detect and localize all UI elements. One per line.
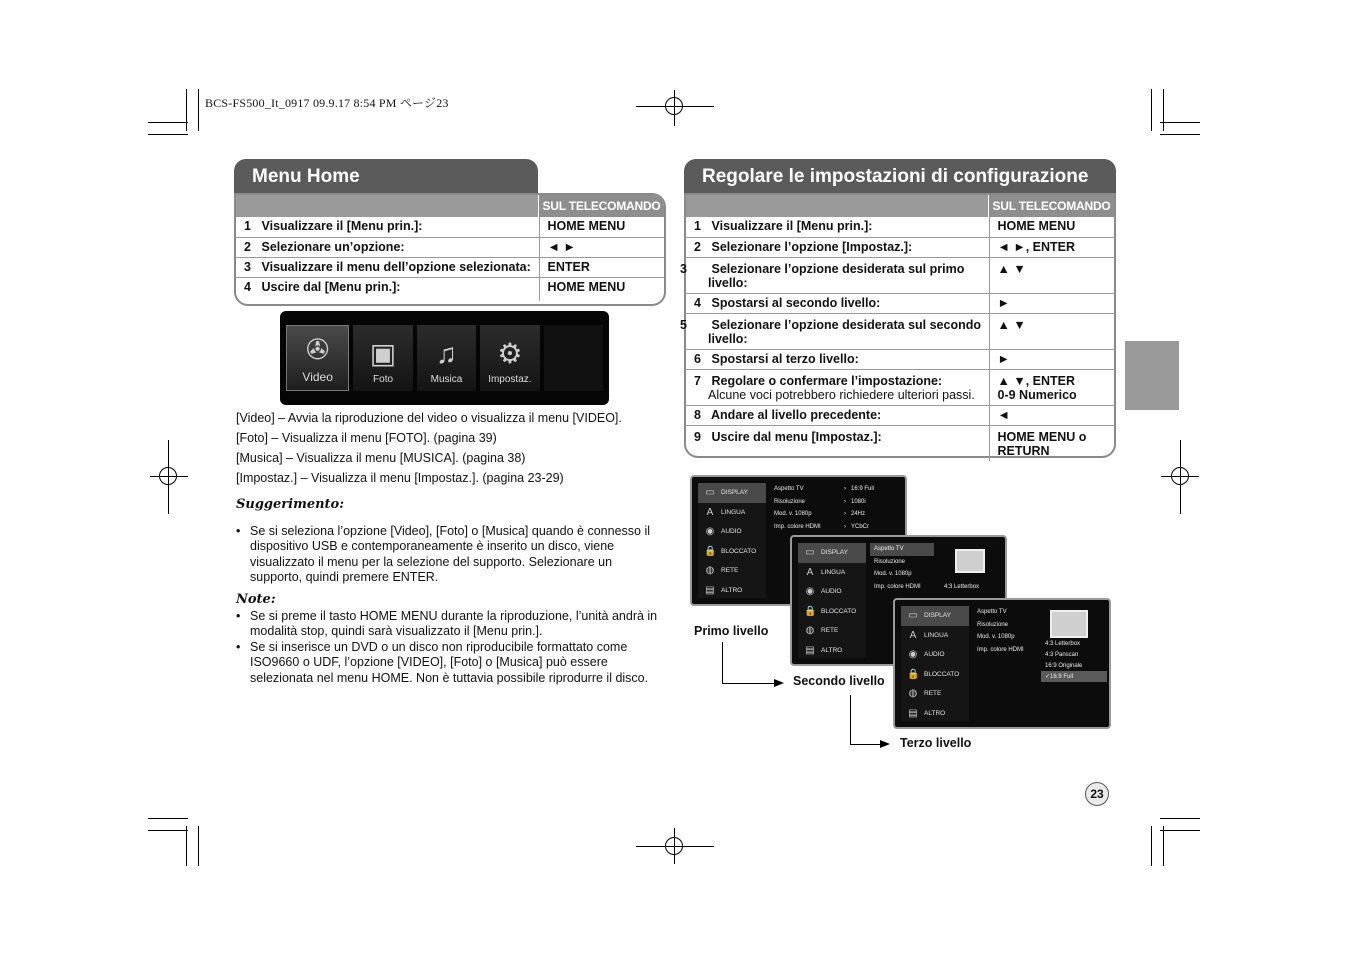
note-bullet: • Se si inserisce un DVD o un disco non riproducibile formattato come ISO9660 o UDF, l’opzione [VIDEO], [Foto] o [Musica] può essere selezionata nel menu HOME. Non è tuttavia possibile riprodurre il disco.: [236, 640, 666, 686]
option-item: Aspetto TV: [870, 543, 934, 556]
remote-column-header: SUL TELECOMANDO: [539, 195, 664, 217]
lock-icon: 🔒: [804, 605, 817, 617]
remote-button: ▲ ▼, ENTER: [997, 373, 1076, 388]
sidebar-item-altro: ▤ ALTRO: [805, 644, 843, 656]
table-row: [686, 313, 1114, 349]
language-icon: A: [909, 629, 917, 641]
values-column: [840, 483, 900, 533]
chapter-tab: [1125, 341, 1179, 410]
tip-heading: Suggerimento:: [236, 497, 345, 512]
remote-button-secondary: 0-9 Numerico: [997, 387, 1077, 402]
section-title: Menu Home: [252, 166, 360, 187]
home-item-foto: [353, 325, 412, 391]
remote-button: ►: [989, 293, 1114, 313]
section-title: Regolare le impostazioni di configurazione: [702, 166, 1089, 187]
step-text: Selezionare l’opzione [Impostaz.]:: [711, 239, 913, 254]
connector-line: [722, 642, 723, 683]
menu-home-steps-table: [236, 217, 664, 301]
aspect-choice: 4:3 Letterbox: [944, 584, 980, 591]
step-number: 8: [694, 407, 701, 422]
step-number: 3: [244, 259, 251, 274]
sidebar-item-rete: ◍ RETE: [908, 688, 942, 700]
remote-button: ◄ ►: [539, 237, 664, 257]
connector-line: [722, 683, 774, 684]
network-icon: ◍: [705, 565, 715, 577]
setup-sidebar: [698, 483, 766, 598]
option-item: Mod. v. 1080p: [977, 634, 1015, 641]
remote-button: ◄: [989, 405, 1114, 425]
print-header: BCS-FS500_It_0917 09.9.17 8:54 PM ページ23: [205, 96, 449, 110]
sidebar-item-altro: ▤ ALTRO: [705, 584, 743, 596]
table-row: [236, 237, 664, 257]
sidebar-item-lingua: A LINGUA: [698, 503, 766, 523]
option-item: Aspetto TV: [977, 609, 1007, 616]
option-item: Imp. colore HDMI: [977, 646, 1024, 653]
sidebar-item-display: ▭ DISPLAY: [698, 483, 766, 503]
arrow-right-icon: [774, 679, 784, 687]
step-number: 1: [694, 219, 701, 233]
other-icon: ▤: [705, 584, 715, 596]
table-row: [236, 277, 664, 301]
lock-icon: 🔒: [704, 545, 717, 557]
step-text: Uscire dal menu [Impostaz.]:: [711, 429, 882, 444]
note-bullet: • Se si preme il tasto HOME MENU durante la riproduzione, l’unità andrà in modalità stop, quindi sarà visualizzato il [Menu prin.].: [236, 609, 666, 640]
page-number: 23: [1085, 782, 1109, 806]
step-number: 4: [694, 295, 701, 310]
step-text: Selezionare l’opzione desiderata sul primo livello:: [708, 261, 965, 290]
connector-line: [850, 744, 880, 745]
music-note-icon: ♫: [435, 338, 457, 369]
home-item-label: Foto: [373, 374, 394, 385]
step-number: 2: [244, 239, 251, 254]
level-label-third: Terzo livello: [900, 736, 972, 750]
description-impostaz: [Impostaz.] – Visualizza il menu [Impostaz.]. (pagina 23-29): [236, 471, 564, 485]
sidebar-item-audio: ◉ AUDIO: [805, 586, 842, 598]
language-icon: A: [806, 566, 814, 578]
aspect-choice: 4:3 Panscan: [1045, 651, 1079, 658]
remote-button: HOME MENU: [539, 217, 664, 237]
remote-button: ENTER: [539, 257, 664, 277]
display-icon: ▭: [908, 610, 918, 622]
aspect-choices: [940, 581, 1002, 594]
setup-sidebar: [798, 543, 866, 658]
sidebar-item-audio: ◉ AUDIO: [705, 526, 742, 538]
step-number: 7: [694, 373, 701, 388]
setup-steps-table: [680, 217, 1114, 461]
description-musica: [Musica] – Visualizza il menu [MUSICA]. (pagina 38): [236, 451, 526, 465]
audio-icon: ◉: [908, 649, 918, 661]
table-row: [686, 237, 1114, 257]
connector-line: [850, 695, 851, 744]
level-label-first: Primo livello: [694, 624, 769, 638]
audio-icon: ◉: [805, 586, 815, 598]
option-item: Imp. colore HDMI: [874, 583, 921, 590]
sidebar-item-lingua: A LINGUA: [798, 563, 866, 583]
step-number: 1: [244, 219, 251, 233]
step-text: Visualizzare il [Menu prin.]:: [261, 219, 423, 233]
table-row: [686, 217, 1114, 237]
aspect-choice: 4:3 Letterbox: [1045, 640, 1081, 647]
menu-home-title-tab: [234, 159, 538, 195]
sidebar-item-bloccato: 🔒 BLOCCATO: [907, 668, 960, 680]
option-item: Risoluzione: [874, 558, 906, 565]
home-item-video: [286, 325, 349, 391]
display-icon: ▭: [705, 487, 715, 499]
step-text: Visualizzare il [Menu prin.]:: [711, 219, 873, 233]
table-row: [686, 257, 1114, 293]
home-item-musica: [417, 325, 476, 391]
remote-column-header: SUL TELECOMANDO: [989, 195, 1114, 217]
sidebar-item-rete: ◍ RETE: [805, 625, 839, 637]
sidebar-item-audio: ◉ AUDIO: [908, 649, 945, 661]
step-text: Regolare o confermare l’impostazione:: [711, 373, 943, 388]
step-number: 3: [680, 261, 687, 276]
film-reel-icon: ✇: [305, 334, 330, 365]
option-item: Mod. v. 1080p: [774, 511, 812, 518]
lock-icon: 🔒: [907, 668, 920, 680]
description-video: [Video] – Avvia la riproduzione del video o visualizza il menu [VIDEO].: [236, 411, 622, 425]
option-value: › 16:9 Full: [844, 486, 875, 493]
network-icon: ◍: [908, 688, 918, 700]
sidebar-item-rete: ◍ RETE: [705, 565, 739, 577]
header-band: [236, 195, 538, 217]
option-item: Imp. colore HDMI: [774, 523, 821, 530]
option-value: › 24Hz: [844, 511, 866, 518]
step-text: Spostarsi al secondo livello:: [711, 295, 881, 310]
step-number: 5: [680, 317, 687, 332]
description-foto: [Foto] – Visualizza il menu [FOTO]. (pagina 39): [236, 431, 497, 445]
aspect-choices: [1041, 638, 1107, 682]
other-icon: ▤: [805, 644, 815, 656]
display-icon: ▭: [805, 547, 815, 559]
remote-button: HOME MENU: [989, 217, 1114, 237]
sidebar-item-lingua: A LINGUA: [901, 626, 969, 646]
step-number: 6: [694, 351, 701, 366]
options-column: [973, 606, 1037, 656]
other-icon: ▤: [908, 707, 918, 719]
step-text: Selezionare l’opzione desiderata sul secondo livello:: [708, 317, 982, 346]
language-icon: A: [706, 506, 714, 518]
home-item-impostaz: [480, 325, 539, 391]
home-item-empty: [544, 325, 603, 391]
home-item-label: Video: [302, 370, 333, 384]
table-row: [236, 257, 664, 277]
sidebar-item-altro: ▤ ALTRO: [908, 707, 946, 719]
remote-button: ►: [989, 349, 1114, 369]
step-text: Selezionare un’opzione:: [261, 239, 405, 254]
arrow-right-icon: [880, 740, 890, 748]
table-row: [686, 425, 1114, 461]
note-heading: Note:: [236, 592, 276, 607]
step-number: 4: [244, 279, 251, 294]
setup-sidebar: [901, 606, 969, 721]
aspect-preview-thumbnail: [955, 549, 985, 573]
options-column: [870, 543, 934, 593]
home-item-label: Musica: [430, 374, 463, 385]
step-number: 2: [694, 239, 701, 254]
sidebar-item-display: ▭ DISPLAY: [798, 543, 866, 563]
remote-button: ▲ ▼: [989, 313, 1114, 349]
sidebar-item-bloccato: 🔒 BLOCCATO: [804, 605, 857, 617]
option-item: Aspetto TV: [774, 486, 804, 493]
step-text: Andare al livello precedente:: [711, 407, 882, 422]
remote-button: ◄ ►, ENTER: [989, 237, 1114, 257]
photo-icon: ▣: [369, 338, 397, 369]
remote-button: ▲ ▼: [989, 257, 1114, 293]
table-row: [686, 405, 1114, 425]
option-value: › 1080i: [844, 498, 866, 505]
audio-icon: ◉: [705, 526, 715, 538]
table-row: [686, 293, 1114, 313]
header-band: [686, 195, 988, 217]
aspect-choice: 16:9 Originale: [1045, 662, 1083, 669]
network-icon: ◍: [805, 625, 815, 637]
setup-screen-level3: [893, 598, 1111, 729]
table-row: [686, 349, 1114, 369]
step-number: 9: [694, 429, 701, 444]
step-text: Spostarsi al terzo livello:: [711, 351, 859, 366]
remote-button: HOME MENU: [547, 279, 626, 294]
step-subtext: Alcune voci potrebbero richiedere ulteriori passi.: [708, 387, 975, 402]
option-value: › YCbCr: [844, 523, 870, 530]
table-row: [686, 369, 1114, 405]
step-text: Uscire dal [Menu prin.]:: [261, 279, 401, 294]
option-item: Risoluzione: [774, 498, 806, 505]
gear-icon: ⚙: [497, 338, 523, 369]
sidebar-item-bloccato: 🔒 BLOCCATO: [704, 545, 757, 557]
setup-title-tab: [684, 159, 1116, 195]
aspect-preview-thumbnail: [1050, 610, 1088, 638]
tip-bullet: • Se si seleziona l’opzione [Video], [Foto] o [Musica] quando è connesso il dispositivo USB e contemporaneamente è inserito un disco, viene visualizzato il menu per la selezione del supporto. Selezionare un supporto, quindi premere ENTER.: [236, 524, 666, 585]
aspect-choice-selected: ✓16:9 Full: [1041, 671, 1107, 682]
home-item-label: Impostaz.: [488, 374, 532, 385]
options-column: [770, 483, 840, 533]
option-item: Mod. v. 1080p: [874, 571, 912, 578]
level-label-second: Secondo livello: [793, 674, 885, 688]
option-item: Risoluzione: [977, 621, 1009, 628]
step-text: Visualizzare il menu dell’opzione selezionata:: [261, 259, 531, 274]
sidebar-item-display: ▭ DISPLAY: [901, 606, 969, 626]
home-menu-screenshot: [280, 311, 609, 405]
table-row: [236, 217, 664, 237]
remote-button: HOME MENU o RETURN: [997, 429, 1087, 458]
